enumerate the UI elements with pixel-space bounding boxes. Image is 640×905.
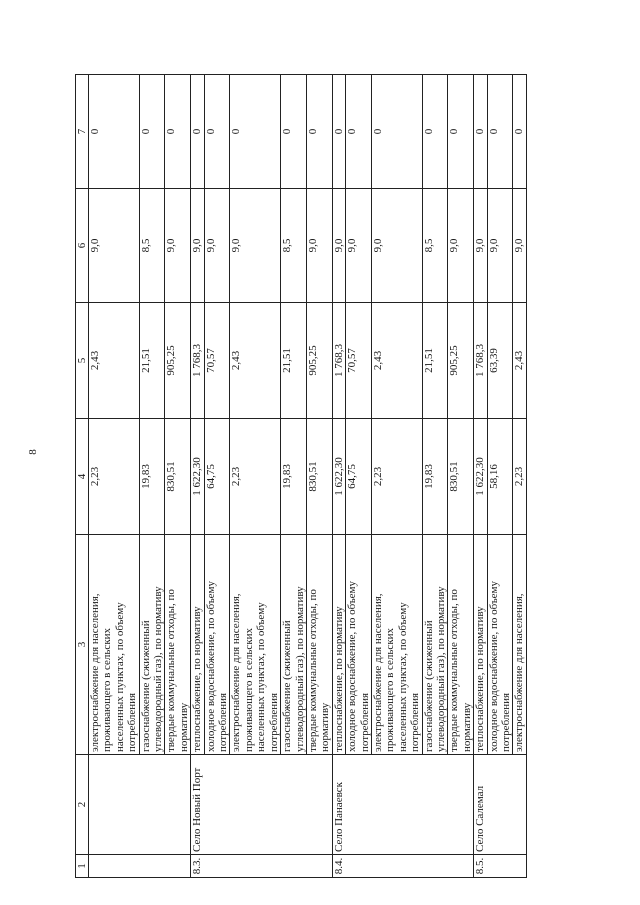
percent-cell: 9,0 xyxy=(332,189,345,303)
service-cell: холодное водоснабжение, по объему потребления xyxy=(346,535,372,755)
value-cell: 0 xyxy=(191,75,204,189)
column-header: 4 xyxy=(76,419,89,535)
service-cell: электроснабжение для населения, проживающего в сельских населенных пунктах, по объему потребления xyxy=(371,535,422,755)
service-cell: твердые коммунальные отходы, по нормативу xyxy=(448,535,474,755)
tariff-value-cell: 2,43 xyxy=(513,303,526,419)
table-row xyxy=(332,75,345,878)
header-row xyxy=(76,75,89,878)
service-cell: электроснабжение для населения, проживающего в сельских населенных пунктах, по объему потребления xyxy=(230,535,281,755)
item-number-cell: 8.3. xyxy=(191,855,332,878)
value-cell: 0 xyxy=(448,75,474,189)
column-header: 1 xyxy=(76,855,89,878)
tariff-value-cell: 1 768,3 xyxy=(332,303,345,419)
tariff-value-cell: 1 622,30 xyxy=(474,419,487,535)
column-header: 5 xyxy=(76,303,89,419)
rotated-table-area xyxy=(75,75,570,878)
tariff-value-cell: 830,51 xyxy=(306,419,332,535)
tariff-value-cell: 830,51 xyxy=(448,419,474,535)
column-header: 2 xyxy=(76,755,89,855)
percent-cell: 9,0 xyxy=(230,189,281,303)
settlement-name-cell: Село Панаевск xyxy=(332,755,473,855)
service-cell: твердые коммунальные отходы, по нормативу xyxy=(165,535,191,755)
tariff-value-cell: 905,25 xyxy=(306,303,332,419)
service-cell: теплоснабжение, по нормативу xyxy=(474,535,487,755)
percent-cell: 9,0 xyxy=(346,189,372,303)
service-cell: теплоснабжение, по нормативу xyxy=(332,535,345,755)
tariff-value-cell: 64,75 xyxy=(346,419,372,535)
value-cell: 0 xyxy=(422,75,448,189)
value-cell: 0 xyxy=(474,75,487,189)
service-cell: электроснабжение для населения, xyxy=(513,535,526,755)
column-header: 7 xyxy=(76,75,89,189)
tariff-value-cell: 19,83 xyxy=(422,419,448,535)
tariff-value-cell: 1 768,3 xyxy=(474,303,487,419)
percent-cell: 9,0 xyxy=(371,189,422,303)
percent-cell: 9,0 xyxy=(204,189,230,303)
tariff-value-cell: 64,75 xyxy=(204,419,230,535)
item-number-cell: 8.4. xyxy=(332,855,473,878)
tariff-value-cell: 21,51 xyxy=(281,303,307,419)
table-row xyxy=(191,75,204,878)
tariff-value-cell: 2,23 xyxy=(230,419,281,535)
percent-cell: 9,0 xyxy=(306,189,332,303)
service-cell: газоснабжение (сжиженный углеводородный газ), по нормативу xyxy=(422,535,448,755)
percent-cell: 8,5 xyxy=(422,189,448,303)
percent-cell: 8,5 xyxy=(281,189,307,303)
tariff-value-cell: 1 622,30 xyxy=(191,419,204,535)
settlement-name-cell: Село Новый Порт xyxy=(191,755,332,855)
page-number: 8 xyxy=(27,449,39,455)
value-cell: 0 xyxy=(346,75,372,189)
value-cell: 0 xyxy=(204,75,230,189)
tariff-value-cell: 19,83 xyxy=(139,419,165,535)
item-number-cell xyxy=(89,855,191,878)
tariff-table xyxy=(75,74,527,878)
tariff-value-cell: 2,43 xyxy=(230,303,281,419)
value-cell: 0 xyxy=(371,75,422,189)
tariff-value-cell: 1 768,3 xyxy=(191,303,204,419)
service-cell: газоснабжение (сжиженный углеводородный газ), по нормативу xyxy=(281,535,307,755)
tariff-value-cell: 21,51 xyxy=(139,303,165,419)
service-cell: электроснабжение для населения, проживающего в сельских населенных пунктах, по объему потребления xyxy=(89,535,140,755)
percent-cell: 8,5 xyxy=(139,189,165,303)
table-rotation-wrapper xyxy=(75,75,570,878)
tariff-value-cell: 2,23 xyxy=(371,419,422,535)
table-row xyxy=(89,75,140,878)
value-cell: 0 xyxy=(89,75,140,189)
percent-cell: 9,0 xyxy=(513,189,526,303)
item-number-cell: 8.5. xyxy=(474,855,527,878)
value-cell: 0 xyxy=(139,75,165,189)
value-cell: 0 xyxy=(165,75,191,189)
value-cell: 0 xyxy=(332,75,345,189)
percent-cell: 9,0 xyxy=(89,189,140,303)
tariff-value-cell: 21,51 xyxy=(422,303,448,419)
table-body xyxy=(89,75,527,878)
value-cell: 0 xyxy=(513,75,526,189)
tariff-value-cell: 70,57 xyxy=(346,303,372,419)
tariff-value-cell: 2,43 xyxy=(371,303,422,419)
percent-cell: 9,0 xyxy=(191,189,204,303)
percent-cell: 9,0 xyxy=(487,189,513,303)
tariff-value-cell: 905,25 xyxy=(448,303,474,419)
service-cell: твердые коммунальные отходы, по нормативу xyxy=(306,535,332,755)
tariff-value-cell: 2,23 xyxy=(89,419,140,535)
value-cell: 0 xyxy=(230,75,281,189)
tariff-value-cell: 63,39 xyxy=(487,303,513,419)
percent-cell: 9,0 xyxy=(448,189,474,303)
tariff-value-cell: 830,51 xyxy=(165,419,191,535)
service-cell: теплоснабжение, по нормативу xyxy=(191,535,204,755)
tariff-value-cell: 905,25 xyxy=(165,303,191,419)
value-cell: 0 xyxy=(487,75,513,189)
tariff-value-cell: 19,83 xyxy=(281,419,307,535)
tariff-value-cell: 2,23 xyxy=(513,419,526,535)
percent-cell: 9,0 xyxy=(165,189,191,303)
tariff-value-cell: 58,16 xyxy=(487,419,513,535)
tariff-value-cell: 1 622,30 xyxy=(332,419,345,535)
tariff-value-cell: 2,43 xyxy=(89,303,140,419)
percent-cell: 9,0 xyxy=(474,189,487,303)
table-row xyxy=(474,75,487,878)
settlement-name-cell xyxy=(89,755,191,855)
settlement-name-cell: Село Салемал xyxy=(474,755,527,855)
value-cell: 0 xyxy=(281,75,307,189)
column-header: 6 xyxy=(76,189,89,303)
service-cell: холодное водоснабжение, по объему потребления xyxy=(487,535,513,755)
service-cell: газоснабжение (сжиженный углеводородный газ), по нормативу xyxy=(139,535,165,755)
value-cell: 0 xyxy=(306,75,332,189)
service-cell: холодное водоснабжение, по объему потребления xyxy=(204,535,230,755)
tariff-value-cell: 70,57 xyxy=(204,303,230,419)
column-header: 3 xyxy=(76,535,89,755)
